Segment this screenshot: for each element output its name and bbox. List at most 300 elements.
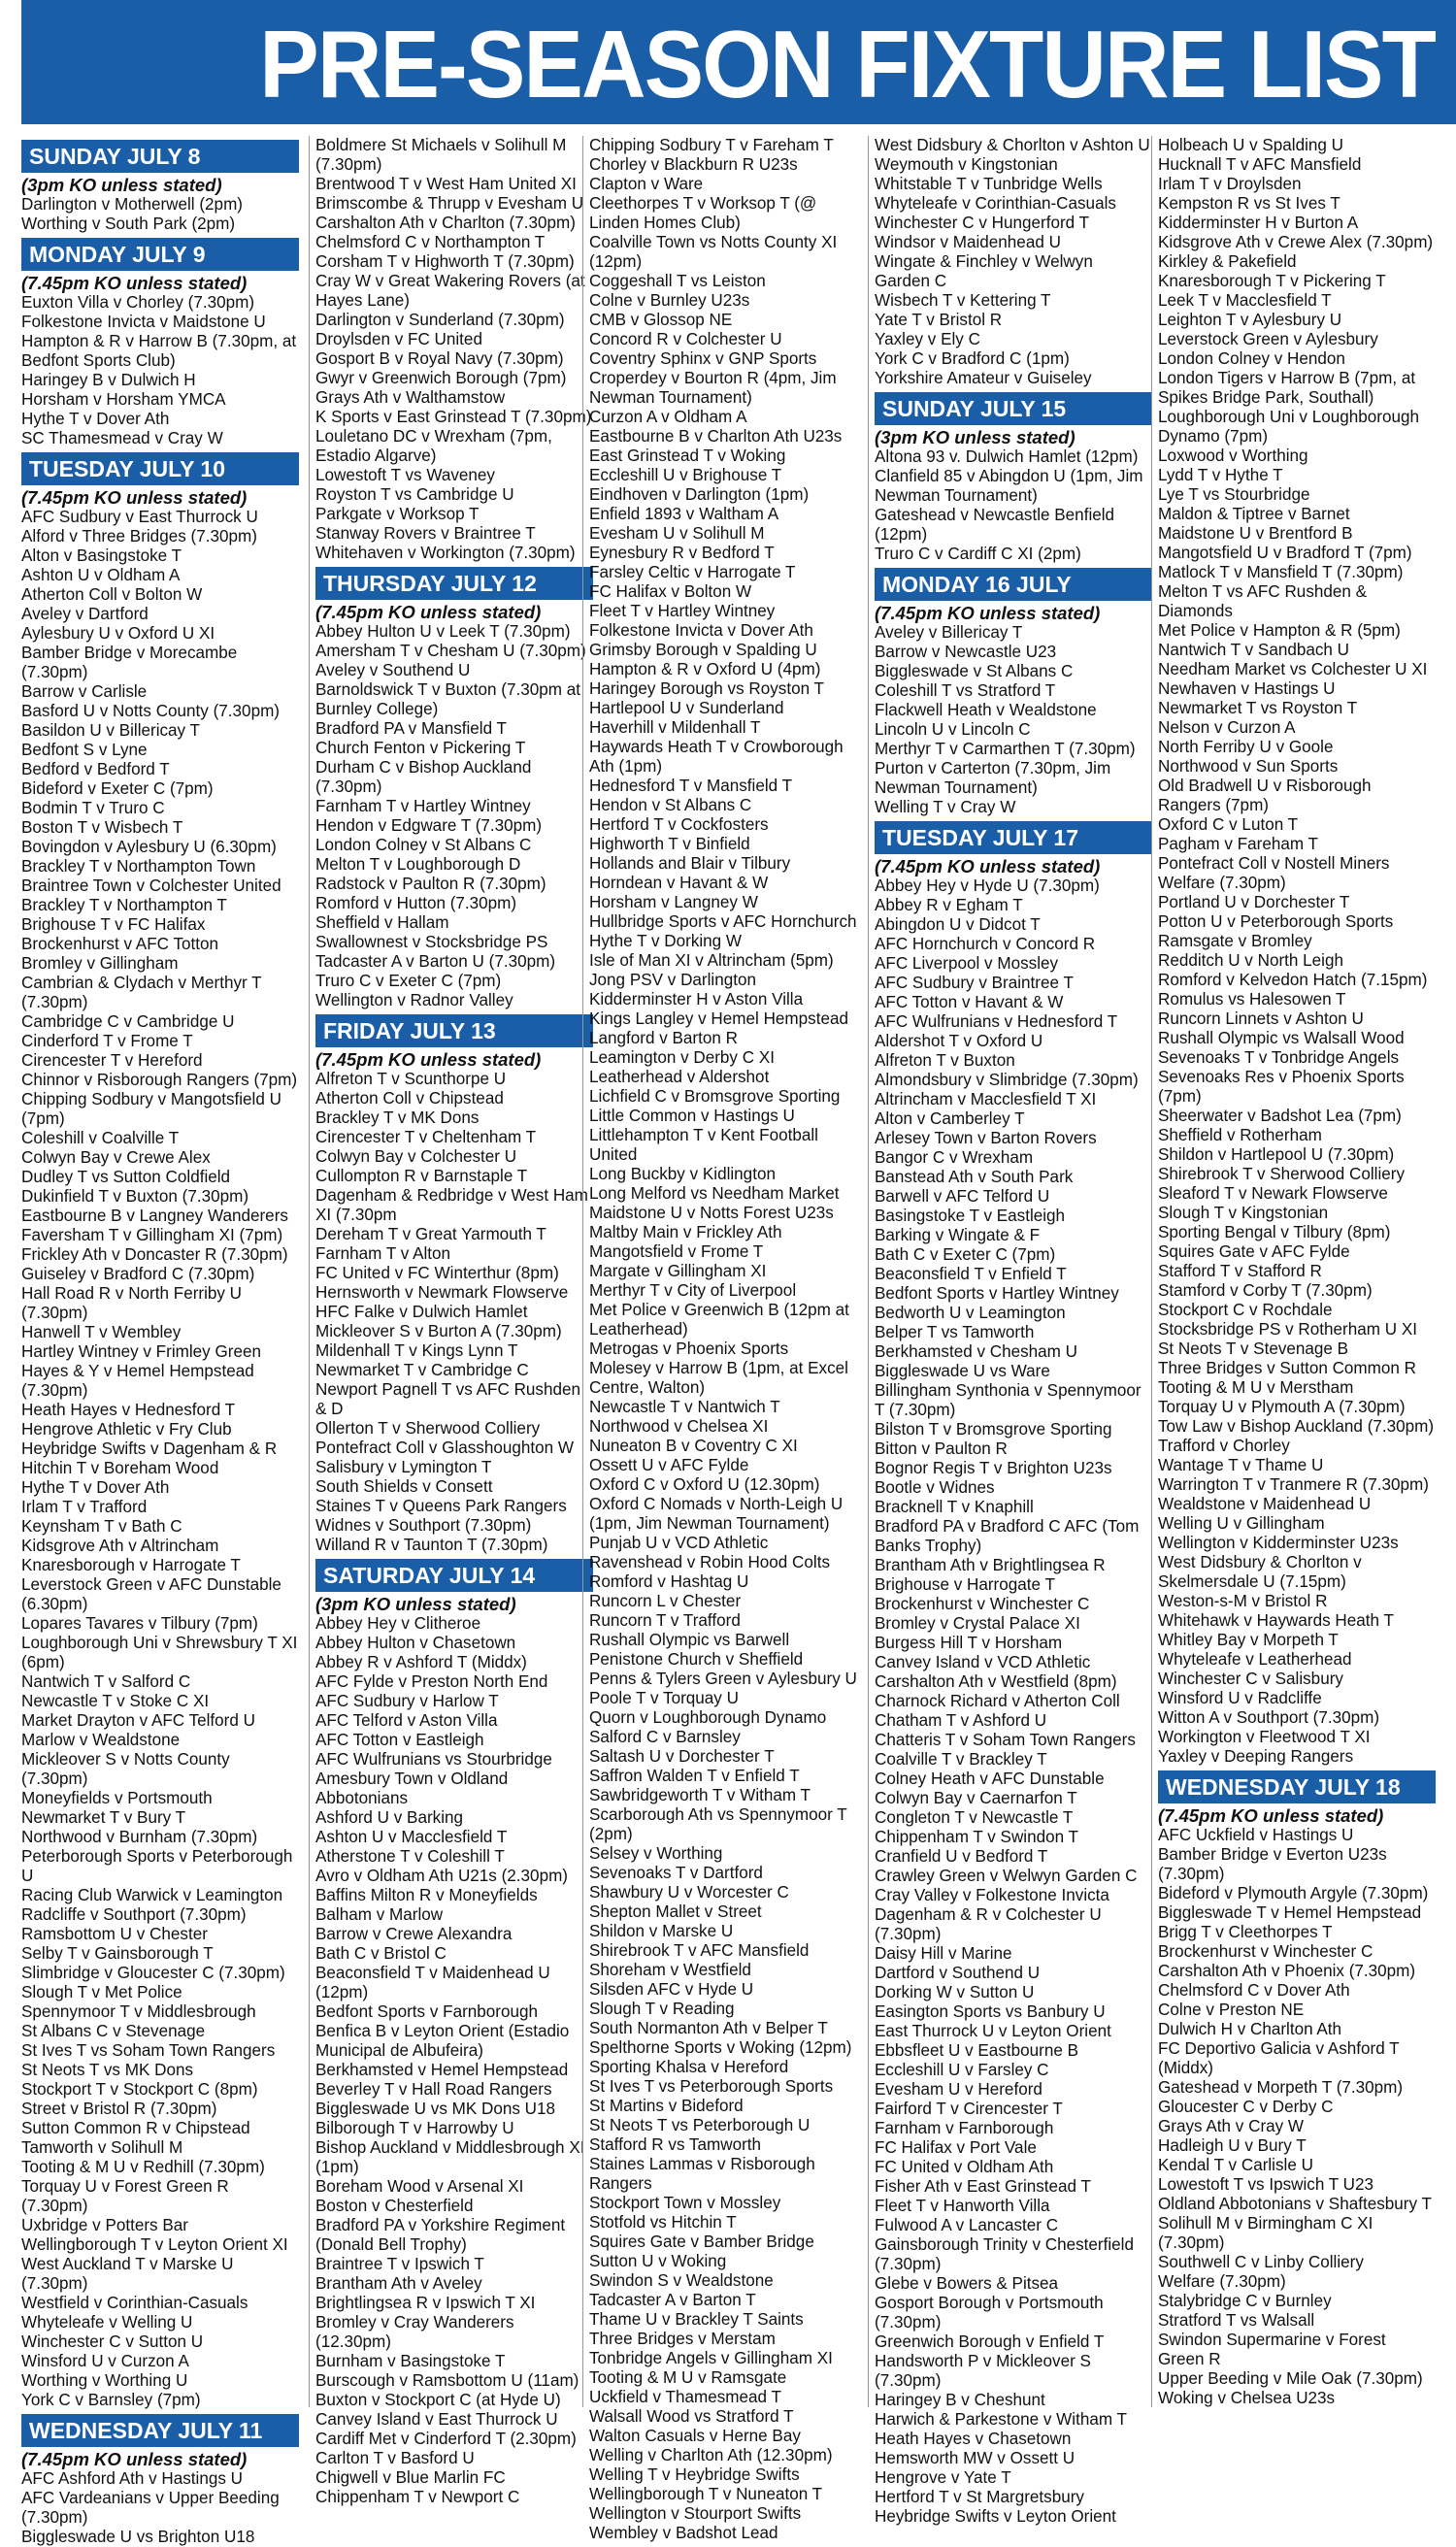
fixture-item: Nantwich T v Salford C bbox=[21, 1672, 191, 1691]
fixture-item: Yaxley v Ely C bbox=[875, 330, 980, 348]
fixture-item: AFC Telford v Aston Villa bbox=[315, 1711, 498, 1730]
fixture-item: Guiseley v Bradford C (7.30pm) bbox=[21, 1265, 255, 1283]
fixture-item: Stockport C v Rochdale bbox=[1158, 1301, 1333, 1319]
fixture-item: Barrow v Carlisle bbox=[21, 682, 148, 701]
fixture-item: Romford v Hashtag U bbox=[589, 1572, 749, 1591]
fixture-item: Haywards Heath T v Crowborough Ath (1pm) bbox=[589, 738, 844, 776]
fixture-item: Alfreton T v Scunthorpe U bbox=[315, 1070, 507, 1088]
fixture-item: Balham v Marlow bbox=[315, 1905, 444, 1924]
fixture-item: Horndean v Havant & W bbox=[589, 874, 769, 892]
fixture-item: Amesbury Town v Oldland Abbotonians bbox=[315, 1770, 509, 1807]
fixture-item: Evesham U v Solihull M bbox=[589, 524, 765, 543]
fixture-item: Stanway Rovers v Braintree T bbox=[315, 524, 536, 543]
fixture-item: Hemsworth MW v Ossett U bbox=[875, 2449, 1075, 2467]
fixture-item: Shepton Mallet v Street bbox=[589, 1902, 762, 1921]
fixture-item: London Colney v St Albans C bbox=[315, 836, 532, 854]
fixture-item: Brackley T v Northampton Town bbox=[21, 857, 256, 876]
fixture-item: Bromley v Gillingham bbox=[21, 954, 179, 973]
fixture-item: Salisbury v Lymington T bbox=[315, 1458, 492, 1476]
fixture-item: Amersham T v Chesham U (7.30pm) bbox=[315, 642, 586, 660]
fixture-item: Isle of Man XI v Altrincham (5pm) bbox=[589, 951, 834, 970]
fixture-item: Highworth T v Binfield bbox=[589, 835, 750, 853]
fixture-item: Chippenham T v Newport C bbox=[315, 2488, 520, 2506]
fixture-item: Yate T v Bristol R bbox=[875, 311, 1003, 329]
fixture-item: Cranfield U v Bedford T bbox=[875, 1847, 1048, 1866]
fixture-item: Bamber Bridge v Morecambe (7.30pm) bbox=[21, 644, 238, 681]
fixture-item: North Ferriby U v Goole bbox=[1158, 738, 1334, 756]
fixture-item: Hanwell T v Wembley bbox=[21, 1323, 182, 1341]
fixture-item: Buxton v Stockport C (at Hyde U) bbox=[315, 2391, 561, 2409]
kickoff-note: (7.45pm KO unless stated) bbox=[21, 273, 248, 293]
fixture-item: Wellington v Stourport Swifts bbox=[589, 2504, 802, 2523]
fixture-item: York C v Barnsley (7pm) bbox=[21, 2391, 201, 2409]
day-header: TUESDAY JULY 17 bbox=[875, 821, 1152, 854]
fixture-item: Bitton v Paulton R bbox=[875, 1439, 1008, 1458]
page-title: PRE-SEASON FIXTURE LIST bbox=[259, 11, 1435, 117]
fixture-item: Leek T v Macclesfield T bbox=[1158, 291, 1332, 310]
fixture-item: AFC Totton v Havant & W bbox=[875, 993, 1064, 1011]
fixture-item: Margate v Gillingham XI bbox=[589, 1262, 767, 1280]
kickoff-note: (7.45pm KO unless stated) bbox=[875, 856, 1101, 877]
fixture-item: Chelmsford C v Northampton T bbox=[315, 233, 546, 251]
fixture-item: Atherton Coll v Chipstead bbox=[315, 1089, 504, 1108]
fixture-item: Basingstoke T v Eastleigh bbox=[875, 1207, 1066, 1225]
fixture-item: Northwood v Sun Sports bbox=[1158, 757, 1339, 776]
fixture-item: Folkestone Invicta v Dover Ath bbox=[589, 621, 813, 640]
fixture-item: Haverhill v Mildenhall T bbox=[589, 718, 761, 737]
fixture-item: Hertford T v St Margretsbury bbox=[875, 2488, 1084, 2506]
fixture-item: Sheerwater v Badshot Lea (7pm) bbox=[1158, 1107, 1402, 1125]
fixture-item: Dukinfield T v Buxton (7.30pm) bbox=[21, 1187, 249, 1206]
fixture-item: Lydd T v Hythe T bbox=[1158, 466, 1283, 484]
fixture-item: East Thurrock U v Leyton Orient bbox=[875, 2022, 1111, 2040]
fixture-item: Bootle v Widnes bbox=[875, 1478, 995, 1497]
fixture-item: Kidsgrove Ath v Crewe Alex (7.30pm) bbox=[1158, 233, 1434, 251]
fixture-item: West Didsbury & Chorlton v Skelmersdale U (7.15pm) bbox=[1158, 1553, 1362, 1591]
fixture-item: Colwyn Bay v Crewe Alex bbox=[21, 1148, 211, 1167]
fixture-item: Molesey v Harrow B (1pm, at Excel Centre, Walton) bbox=[589, 1359, 848, 1397]
fixture-item: Maidstone U v Brentford B bbox=[1158, 524, 1353, 543]
fixture-item: Spelthorne Sports v Woking (12pm) bbox=[589, 2038, 852, 2057]
fixture-item: Maltby Main v Frickley Ath bbox=[589, 1223, 782, 1241]
fixture-item: Matlock T v Mansfield T (7.30pm) bbox=[1158, 563, 1404, 581]
fixture-item: Altrincham v Macclesfield T XI bbox=[875, 1090, 1097, 1108]
fixture-item: Colney Heath v AFC Dunstable bbox=[875, 1770, 1105, 1788]
fixture-item: Brockenhurst v Winchester C bbox=[1158, 1942, 1373, 1961]
fixture-item: Wingate & Finchley v Welwyn Garden C bbox=[875, 252, 1093, 290]
fixture-item: Carshalton Ath v Charlton (7.30pm) bbox=[315, 214, 576, 232]
fixture-item: Leverstock Green v AFC Dunstable (6.30pm) bbox=[21, 1575, 281, 1613]
fixture-item: Haringey B v Dulwich H bbox=[21, 371, 196, 389]
fixture-item: Ossett U v AFC Fylde bbox=[589, 1456, 749, 1474]
fixture-item: Wantage T v Thame U bbox=[1158, 1456, 1324, 1474]
fixture-item: Thame U v Brackley T Saints bbox=[589, 2310, 804, 2329]
fixture-item: Brantham Ath v Brightlingsea R bbox=[875, 1556, 1106, 1574]
fixture-item: Euxton Villa v Chorley (7.30pm) bbox=[21, 293, 255, 312]
fixture-item: Gosport B v Royal Navy (7.30pm) bbox=[315, 349, 564, 368]
day-header: SUNDAY JULY 8 bbox=[21, 140, 299, 173]
fixture-item: Barrow v Newcastle U23 bbox=[875, 643, 1057, 661]
fixture-item: Folkestone Invicta v Maidstone U bbox=[21, 313, 266, 331]
fixture-item: Slough T v Reading bbox=[589, 2000, 735, 2018]
fixture-item: Stotfold vs Hitchin T bbox=[589, 2213, 737, 2232]
fixture-item: Dorking W v Sutton U bbox=[875, 1983, 1035, 2001]
fixture-item: Avro v Oldham Ath U21s (2.30pm) bbox=[315, 1867, 569, 1885]
fixture-item: Newcastle T v Nantwich T bbox=[589, 1398, 780, 1416]
fixture-item: Purton v Carterton (7.30pm, Jim Newman Tournament) bbox=[875, 759, 1111, 797]
fixture-item: Witton A v Southport (7.30pm) bbox=[1158, 1708, 1380, 1727]
fixture-item: Abbey Hulton v Chasetown bbox=[315, 1634, 516, 1652]
fixture-item: South Normanton Ath v Belper T bbox=[589, 2019, 828, 2037]
fixture-columns bbox=[21, 136, 1439, 2546]
fixture-item: Berkhamsted v Hemel Hempstead bbox=[315, 2061, 569, 2079]
fixture-item: Silsden AFC v Hyde U bbox=[589, 1980, 754, 1999]
fixture-item: FC Halifax v Port Vale bbox=[875, 2138, 1037, 2157]
fixture-item: Barwell v AFC Telford U bbox=[875, 1187, 1050, 1206]
fixture-item: Ebbsfleet U v Eastbourne B bbox=[875, 2041, 1078, 2060]
fixture-item: Brantham Ath v Aveley bbox=[315, 2274, 482, 2293]
fixture-item: Stockport Town v Mossley bbox=[589, 2194, 781, 2212]
fixture-item: Bradford PA v Mansfield T bbox=[315, 719, 507, 738]
fixture-item: Aldershot T v Oxford U bbox=[875, 1032, 1043, 1050]
fixture-item: Atherstone T v Coleshill T bbox=[315, 1847, 505, 1866]
fixture-item: Evesham U v Hereford bbox=[875, 2080, 1042, 2099]
fixture-item: Hengrove v Yate T bbox=[875, 2468, 1011, 2487]
fixture-item: Long Buckby v Kidlington bbox=[589, 1165, 776, 1183]
fixture-item: Runcorn T v Trafford bbox=[589, 1611, 741, 1630]
fixture-item: Harwich & Parkestone v Witham T bbox=[875, 2410, 1127, 2429]
fixture-item: Loxwood v Worthing bbox=[1158, 447, 1308, 465]
kickoff-note: (7.45pm KO unless stated) bbox=[315, 602, 542, 622]
fixture-item: Stocksbridge PS v Rotherham U XI bbox=[1158, 1320, 1417, 1339]
fixture-item: Lopares Tavares v Tilbury (7pm) bbox=[21, 1614, 258, 1633]
fixture-item: Hednesford T v Mansfield T bbox=[589, 777, 793, 795]
fixture-item: Solihull M v Birmingham C XI (7.30pm) bbox=[1158, 2214, 1373, 2252]
fixture-item: Welling v Charlton Ath (12.30pm) bbox=[589, 2446, 833, 2464]
fixture-item: Long Melford vs Needham Market bbox=[589, 1184, 840, 1203]
fixture-item: Tooting & M U v Ramsgate bbox=[589, 2368, 787, 2387]
fixture-item: Walsall Wood vs Stratford T bbox=[589, 2407, 794, 2426]
fixture-item: Crawley Green v Welwyn Garden C bbox=[875, 1867, 1138, 1885]
fixture-item: Hayes & Y v Hemel Hempstead (7.30pm) bbox=[21, 1362, 254, 1400]
fixture-item: Runcorn Linnets v Ashton U bbox=[1158, 1009, 1364, 1028]
fixture-item: Colne v Preston NE bbox=[1158, 2001, 1305, 2019]
fixture-item: AFC Wulfrunians vs Stourbridge bbox=[315, 1750, 552, 1769]
fixture-item: St Neots T v Stevenage B bbox=[1158, 1340, 1349, 1358]
fixture-item: Bovingdon v Aylesbury U (6.30pm) bbox=[21, 838, 277, 856]
fixture-item: AFC Sudbury v East Thurrock U bbox=[21, 508, 258, 526]
day-header: TUESDAY JULY 10 bbox=[21, 452, 299, 485]
fixture-item: Heath Hayes v Chasetown bbox=[875, 2430, 1072, 2448]
fixture-item: Hythe T v Dover Ath bbox=[21, 1478, 170, 1497]
fixture-item: Dudley T vs Sutton Coldfield bbox=[21, 1168, 231, 1186]
fixture-item: Leighton T v Aylesbury U bbox=[1158, 311, 1342, 329]
fixture-item: Frickley Ath v Doncaster R (7.30pm) bbox=[21, 1245, 288, 1264]
day-header: WEDNESDAY JULY 11 bbox=[21, 2414, 299, 2447]
fixture-item: Weston-s-M v Bristol R bbox=[1158, 1592, 1328, 1610]
fixture-item: Loughborough Uni v Shrewsbury T XI (6pm) bbox=[21, 1634, 298, 1671]
fixture-item: Ollerton T v Sherwood Colliery bbox=[315, 1419, 541, 1438]
fixture-column-5 bbox=[1151, 136, 1436, 2407]
fixture-item: Sheffield v Hallam bbox=[315, 913, 449, 932]
fixture-item: West Didsbury & Chorlton v Ashton U bbox=[875, 136, 1150, 154]
day-header: MONDAY JULY 9 bbox=[21, 238, 299, 271]
fixture-item: Bedford v Bedford T bbox=[21, 760, 170, 778]
fixture-item: Westfield v Corinthian-Casuals bbox=[21, 2294, 248, 2312]
fixture-item: Lichfield C v Bromsgrove Sporting bbox=[589, 1087, 841, 1106]
kickoff-note: (7.45pm KO unless stated) bbox=[1158, 1805, 1384, 1826]
fixture-item: St Martins v Bideford bbox=[589, 2097, 744, 2115]
fixture-item: Swindon S v Wealdstone bbox=[589, 2271, 774, 2290]
fixture-item: SC Thamesmead v Cray W bbox=[21, 429, 223, 447]
fixture-item: Nuneaton B v Coventry C XI bbox=[589, 1437, 798, 1455]
fixture-item: Fleet T v Hartley Wintney bbox=[589, 602, 776, 620]
fixture-item: Ashton U v Macclesfield T bbox=[315, 1828, 508, 1846]
fixture-item: Kempston R vs St Ives T bbox=[1158, 194, 1340, 213]
fixture-item: Redditch U v North Leigh bbox=[1158, 951, 1343, 970]
fixture-item: Wellingborough T v Leyton Orient XI bbox=[21, 2235, 288, 2254]
fixture-item: Ravenshead v Robin Hood Colts bbox=[589, 1553, 831, 1571]
fixture-item: Abbey Hey v Hyde U (7.30pm) bbox=[875, 877, 1100, 895]
fixture-item: Met Police v Hampton & R (5pm) bbox=[1158, 621, 1401, 640]
fixture-item: Colne v Burnley U23s bbox=[589, 291, 750, 310]
fixture-item: Chelmsford C v Dover Ath bbox=[1158, 1981, 1350, 2000]
fixture-item: Shirebrook T v Sherwood Colliery bbox=[1158, 1165, 1405, 1183]
kickoff-note: (3pm KO unless stated) bbox=[315, 1594, 516, 1614]
fixture-item: Sporting Khalsa v Hereford bbox=[589, 2058, 789, 2076]
kickoff-note: (3pm KO unless stated) bbox=[21, 175, 222, 195]
fixture-item: Fleet T v Hanworth Villa bbox=[875, 2197, 1050, 2215]
fixture-item: Cirencester T v Hereford bbox=[21, 1051, 203, 1070]
fixture-item: Hitchin T v Boreham Wood bbox=[21, 1459, 219, 1477]
fixture-item: AFC Sudbury v Harlow T bbox=[315, 1692, 499, 1710]
fixture-item: Hythe T v Dover Ath bbox=[21, 410, 170, 428]
kickoff-note: (7.45pm KO unless stated) bbox=[875, 603, 1101, 623]
fixture-item: FC United v Oldham Ath bbox=[875, 2158, 1054, 2176]
fixture-item: Northwood v Chelsea XI bbox=[589, 1417, 769, 1436]
day-header: WEDNESDAY JULY 18 bbox=[1158, 1770, 1436, 1803]
fixture-item: Berkhamsted v Chesham U bbox=[875, 1342, 1078, 1361]
fixture-item: Cray W v Great Wakering Rovers (at Hayes Lane) bbox=[315, 272, 585, 310]
fixture-item: Kidderminster H v Aston Villa bbox=[589, 990, 804, 1009]
fixture-item: Hendon v Edgware T (7.30pm) bbox=[315, 816, 543, 835]
fixture-item: Quorn v Loughborough Dynamo bbox=[589, 1708, 827, 1727]
fixture-item: Atherton Coll v Bolton W bbox=[21, 585, 203, 604]
fixture-item: Gwyr v Greenwich Borough (7pm) bbox=[315, 369, 567, 387]
fixture-item: Slimbridge v Gloucester C (7.30pm) bbox=[21, 1964, 285, 1982]
fixture-item: AFC Liverpool v Mossley bbox=[875, 954, 1059, 973]
fixture-item: East Grinstead T v Woking bbox=[589, 447, 786, 465]
fixture-item: Moneyfields v Portsmouth bbox=[21, 1789, 213, 1807]
fixture-item: Chorley v Blackburn R U23s bbox=[589, 155, 798, 174]
fixture-item: Torquay U v Forest Green R (7.30pm) bbox=[21, 2177, 229, 2215]
fixture-item: Brigg T v Cleethorpes T bbox=[1158, 1923, 1333, 1941]
fixture-item: Hollands and Blair v Tilbury bbox=[589, 854, 791, 873]
fixture-item: Tooting & M U v Merstham bbox=[1158, 1378, 1354, 1397]
fixture-item: Hucknall T v AFC Mansfield bbox=[1158, 155, 1362, 174]
fixture-item: Knaresborough v Harrogate T bbox=[21, 1556, 241, 1574]
fixture-item: Stafford R vs Tamworth bbox=[589, 2135, 762, 2154]
fixture-item: Oxford C v Luton T bbox=[1158, 815, 1299, 834]
fixture-item: Dartford v Southend U bbox=[875, 1964, 1041, 1982]
fixture-item: Durham C v Bishop Auckland (7.30pm) bbox=[315, 758, 532, 796]
fixture-item: Daisy Hill v Marine bbox=[875, 1944, 1012, 1963]
fixture-item: Shildon v Marske U bbox=[589, 1922, 734, 1940]
fixture-item: Tamworth v Solihull M bbox=[21, 2138, 183, 2157]
fixture-item: Hampton & R v Oxford U (4pm) bbox=[589, 660, 821, 678]
fixture-item: St Neots T vs MK Dons bbox=[21, 2061, 194, 2079]
fixture-item: Boston T v Wisbech T bbox=[21, 818, 183, 837]
fixture-item: Slough T v Kingstonian bbox=[1158, 1204, 1329, 1222]
fixture-item: Metrogas v Phoenix Sports bbox=[589, 1340, 789, 1358]
fixture-item: Lye T vs Stourbridge bbox=[1158, 485, 1310, 504]
fixture-item: Coggeshall T vs Leiston bbox=[589, 272, 766, 290]
fixture-item: Boldmere St Michaels v Solihull M (7.30pm) bbox=[315, 136, 567, 174]
fixture-item: Warrington T v Tranmere R (7.30pm) bbox=[1158, 1475, 1429, 1494]
fixture-item: Heybridge Swifts v Leyton Orient bbox=[875, 2507, 1116, 2526]
fixture-item: Chigwell v Blue Marlin FC bbox=[315, 2468, 506, 2487]
day-header: THURSDAY JULY 12 bbox=[315, 567, 593, 600]
fixture-item: Welling T v Cray W bbox=[875, 798, 1016, 816]
fixture-item: Needham Market vs Colchester U XI bbox=[1158, 660, 1428, 678]
fixture-item: Billingham Synthonia v Spennymoor T (7.30pm) bbox=[875, 1381, 1142, 1419]
fixture-item: Coleshill v Coalville T bbox=[21, 1129, 180, 1147]
day-header: MONDAY 16 JULY bbox=[875, 568, 1152, 601]
fixture-item: Bilston T v Bromsgrove Sporting bbox=[875, 1420, 1112, 1439]
fixture-item: Burnham v Basingstoke T bbox=[315, 2352, 506, 2370]
fixture-item: Staines Lammas v Risborough Rangers bbox=[589, 2155, 815, 2193]
fixture-item: Coalville Town vs Notts County XI (12pm) bbox=[589, 233, 838, 271]
fixture-item: Haringey Borough vs Royston T bbox=[589, 679, 824, 698]
fixture-item: Cirencester T v Cheltenham T bbox=[315, 1128, 537, 1146]
fixture-item: Baffins Milton R v Moneyfields bbox=[315, 1886, 538, 1904]
fixture-item: Lowestoft T vs Waveney bbox=[315, 466, 495, 484]
fixture-item: Flackwell Heath v Wealdstone bbox=[875, 701, 1097, 719]
fixture-item: Boreham Wood v Arsenal XI bbox=[315, 2177, 524, 2196]
fixture-item: Cleethorpes T v Worksop T (@ Linden Homes Club) bbox=[589, 194, 817, 232]
fixture-item: Coalville T v Brackley T bbox=[875, 1750, 1047, 1769]
fixture-item: Little Common v Hastings U bbox=[589, 1107, 795, 1125]
fixture-item: Bradford PA v Yorkshire Regiment (Donald Bell Trophy) bbox=[315, 2216, 566, 2254]
fixture-item: Canvey Island v VCD Athletic bbox=[875, 1653, 1091, 1671]
fixture-item: Squires Gate v AFC Fylde bbox=[1158, 1242, 1350, 1261]
fixture-item: Leverstock Green v Aylesbury bbox=[1158, 330, 1378, 348]
fixture-item: Bedworth U v Leamington bbox=[875, 1304, 1066, 1322]
fixture-column-2 bbox=[309, 136, 593, 2506]
fixture-item: FC Deportivo Galicia v Ashford T (Middx) bbox=[1158, 2039, 1400, 2077]
fixture-item: Penns & Tylers Green v Aylesbury U bbox=[589, 1670, 857, 1688]
fixture-item: St Ives T vs Peterborough Sports bbox=[589, 2077, 834, 2096]
fixture-item: Dulwich H v Charlton Ath bbox=[1158, 2020, 1342, 2038]
fixture-item: Bromley v Cray Wanderers (12.30pm) bbox=[315, 2313, 514, 2351]
fixture-item: Royston T vs Cambridge U bbox=[315, 485, 514, 504]
fixture-item: Bideford v Plymouth Argyle (7.30pm) bbox=[1158, 1884, 1429, 1902]
fixture-item: Aveley v Southend U bbox=[315, 661, 471, 679]
fixture-item: Uckfield v Thamesmead T bbox=[589, 2388, 781, 2406]
fixture-item: Yorkshire Amateur v Guiseley bbox=[875, 369, 1092, 387]
day-header: FRIDAY JULY 13 bbox=[315, 1014, 593, 1047]
fixture-item: Shawbury U v Worcester C bbox=[589, 1883, 789, 1902]
fixture-item: London Tigers v Harrow B (7pm, at Spikes Bridge Park, Southall) bbox=[1158, 369, 1416, 407]
fixture-item: Almondsbury v Slimbridge (7.30pm) bbox=[875, 1071, 1139, 1089]
fixture-item: Brighouse v Harrogate T bbox=[875, 1575, 1055, 1594]
fixture-item: Chipping Sodbury v Mangotsfield U (7pm) bbox=[21, 1090, 281, 1128]
fixture-item: Colwyn Bay v Caernarfon T bbox=[875, 1789, 1077, 1807]
fixture-item: Biggleswade T v Hemel Hempstead bbox=[1158, 1903, 1422, 1922]
fixture-item: Chipping Sodbury T v Fareham T bbox=[589, 136, 834, 154]
fixture-item: Banstead Ath v South Park bbox=[875, 1168, 1074, 1186]
fixture-item: Beaconsfield T v Maidenhead U (12pm) bbox=[315, 1964, 550, 2001]
fixture-item: Hullbridge Sports v AFC Hornchurch bbox=[589, 912, 857, 931]
fixture-item: Winchester C v Sutton U bbox=[21, 2332, 204, 2351]
fixture-item: Sheffield v Rotherham bbox=[1158, 1126, 1322, 1144]
fixture-item: Bradford PA v Bradford C AFC (Tom Banks Trophy) bbox=[875, 1517, 1140, 1555]
fixture-item: FC United v FC Winterthur (8pm) bbox=[315, 1264, 559, 1282]
fixture-item: Scarborough Ath vs Spennymoor T (2pm) bbox=[589, 1805, 847, 1843]
fixture-item: Mickleover S v Notts County (7.30pm) bbox=[21, 1750, 230, 1788]
fixture-item: Pontefract Coll v Nostell Miners Welfare (7.30pm) bbox=[1158, 854, 1390, 892]
fixture-item: Old Bradwell U v Risborough Rangers (7pm) bbox=[1158, 777, 1372, 814]
fixture-item: Winchester C v Hungerford T bbox=[875, 214, 1090, 232]
fixture-item: Hertford T v Cockfosters bbox=[589, 815, 769, 834]
fixture-item: Sutton U v Woking bbox=[589, 2252, 727, 2270]
fixture-item: Abbey Hey v Clitheroe bbox=[315, 1614, 481, 1633]
fixture-item: Biggleswade U vs Brighton U18 bbox=[21, 2528, 255, 2546]
fixture-item: Abingdon U v Didcot T bbox=[875, 915, 1041, 934]
fixture-item: Colwyn Bay v Colchester U bbox=[315, 1147, 517, 1166]
fixture-item: Oxford C Nomads v North-Leigh U (1pm, Jim Newman Tournament) bbox=[589, 1495, 844, 1533]
fixture-item: London Colney v Hendon bbox=[1158, 349, 1345, 368]
fixture-item: Chinnor v Risborough Rangers (7pm) bbox=[21, 1071, 298, 1089]
fixture-item: Church Fenton v Pickering T bbox=[315, 739, 526, 757]
fixture-item: Clanfield 85 v Abingdon U (1pm, Jim Newman Tournament) bbox=[875, 467, 1143, 505]
fixture-item: Merthyr T v Carmarthen T (7.30pm) bbox=[875, 740, 1136, 758]
fixture-item: Selsey v Worthing bbox=[589, 1844, 723, 1863]
fixture-item: Stafford T v Stafford R bbox=[1158, 1262, 1322, 1280]
fixture-item: Staines T v Queens Park Rangers bbox=[315, 1497, 567, 1515]
fixture-item: Altona 93 v. Dulwich Hamlet (12pm) bbox=[875, 447, 1139, 466]
fixture-item: Newmarket T vs Royston T bbox=[1158, 699, 1358, 717]
fixture-item: AFC Hornchurch v Concord R bbox=[875, 935, 1096, 953]
fixture-item: Mangotsfield U v Bradford T (7pm) bbox=[1158, 544, 1412, 562]
fixture-item: Maidstone U v Notts Forest U23s bbox=[589, 1204, 834, 1222]
fixture-item: Dagenham & R v Colchester U (7.30pm) bbox=[875, 1905, 1102, 1943]
fixture-item: AFC Fylde v Preston North End bbox=[315, 1672, 548, 1691]
fixture-item: Shildon v Hartlepool U (7.30pm) bbox=[1158, 1145, 1395, 1164]
fixture-item: Biggleswade U vs Ware bbox=[875, 1362, 1050, 1380]
fixture-item: Gateshead v Newcastle Benfield (12pm) bbox=[875, 506, 1115, 544]
fixture-item: CMB v Glossop NE bbox=[589, 311, 733, 329]
fixture-item: Pontefract Coll v Glasshoughton W bbox=[315, 1439, 575, 1457]
fixture-item: Street v Bristol R (7.30pm) bbox=[21, 2100, 217, 2118]
fixture-item: Ramsgate v Bromley bbox=[1158, 932, 1312, 950]
fixture-item: Radstock v Paulton R (7.30pm) bbox=[315, 875, 546, 893]
fixture-item: Newmarket T v Cambridge C bbox=[315, 1361, 529, 1379]
fixture-column-4 bbox=[868, 136, 1152, 2526]
fixture-item: Eynesbury R v Bedford T bbox=[589, 544, 775, 562]
fixture-item: Kings Langley v Hemel Hempstead bbox=[589, 1009, 848, 1028]
fixture-item: Tooting & M U v Redhill (7.30pm) bbox=[21, 2158, 265, 2176]
fixture-item: Worthing v Worthing U bbox=[21, 2371, 188, 2390]
fixture-item: Torquay U v Plymouth A (7.30pm) bbox=[1158, 1398, 1406, 1416]
fixture-item: Bromley v Crystal Palace XI bbox=[875, 1614, 1080, 1633]
fixture-item: Coleshill T vs Stratford T bbox=[875, 681, 1056, 700]
fixture-item: Newcastle T v Stoke C XI bbox=[21, 1692, 210, 1710]
fixture-item: Whitehawk v Haywards Heath T bbox=[1158, 1611, 1394, 1630]
fixture-item: Abbey R v Egham T bbox=[875, 896, 1023, 914]
fixture-item: Holbeach U v Spalding U bbox=[1158, 136, 1343, 154]
fixture-item: Tow Law v Bishop Auckland (7.30pm) bbox=[1158, 1417, 1435, 1436]
